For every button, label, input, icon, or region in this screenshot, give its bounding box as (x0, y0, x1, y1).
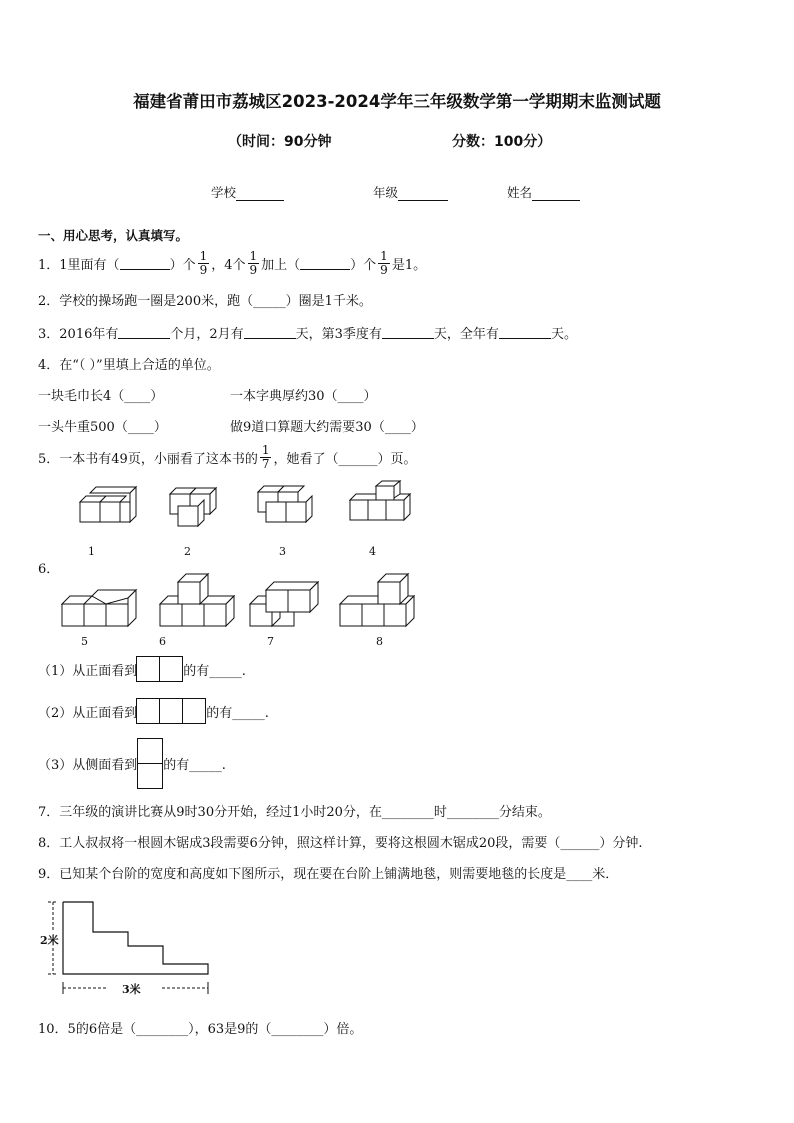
q6-3-text-a: （3）从侧面看到 (38, 758, 138, 773)
fraction: $\frac{1}{7}$ (261, 443, 270, 471)
q1-text-c: ，4个 (211, 258, 246, 273)
cube-figures (40, 478, 440, 658)
q6-2-text-a: （2）从正面看到 (38, 705, 138, 721)
cube-figure-1 (80, 487, 136, 522)
q1-text-d: 加上（ (261, 258, 301, 273)
two-square-view (137, 656, 183, 682)
cube-figure-8 (340, 574, 414, 626)
score-label: 分数：100分） (452, 134, 552, 150)
fig-label-4: 4 (369, 545, 376, 558)
stairs-diagram (36, 894, 226, 1004)
fig-label-1: 1 (88, 545, 95, 558)
school-label: 学校 (211, 185, 237, 200)
question-6-2 (38, 698, 269, 724)
question-8: 8．工人叔叔将一根圆木锯成3段需要6分钟，照这样计算，要将这根圆木锯成20段，需要（______）分钟. (38, 836, 643, 851)
cube-figure-7 (250, 582, 318, 626)
q3-text-b: 个月，2月有 (170, 327, 244, 342)
question-3 (38, 323, 577, 342)
fig-label-2: 2 (184, 545, 191, 558)
fraction: $\frac{1}{9}$ (249, 249, 258, 277)
question-9: 9．已知某个台阶的宽度和高度如下图所示，现在要在台阶上铺满地毯，则需要地毯的长度是____米． (38, 867, 619, 882)
school-field[interactable] (211, 183, 284, 201)
q6-3-text-b: 的有_____. (163, 758, 226, 773)
question-5 (38, 444, 416, 471)
question-7: 7．三年级的演讲比赛从9时30分开始，经过1小时20分，在________时________分结束。 (38, 805, 551, 820)
fig-label-7: 7 (267, 635, 274, 648)
question-2: 2．学校的操场跑一圈是200米，跑（_____）圈是1千米。 (38, 294, 372, 309)
fig-label-5: 5 (81, 635, 88, 648)
q3-blank-2[interactable] (244, 326, 296, 339)
fraction: $\frac{1}{9}$ (199, 249, 208, 277)
question-6-3 (38, 738, 226, 789)
q5-text-a: 5．一本书有49页，小丽看了这本书的 (38, 452, 258, 467)
q1-num: 1． (38, 258, 60, 273)
width-label: 3米 (122, 983, 141, 996)
fig-label-8: 8 (376, 635, 383, 648)
q1-text-a: 1里面有（ (59, 258, 120, 273)
name-label: 姓名 (507, 185, 533, 200)
q3-text-d: 天，全年有 (433, 327, 499, 342)
q6-2-text-b: 的有_____. (206, 705, 269, 721)
question-6-1 (38, 656, 246, 682)
three-square-view (137, 698, 206, 724)
q1-blank-2[interactable] (300, 257, 350, 270)
question-1 (38, 250, 426, 277)
cube-figure-2 (170, 488, 216, 526)
name-field[interactable] (507, 183, 580, 201)
fraction: $\frac{1}{9}$ (380, 249, 388, 277)
q1-text-e: ）个 (350, 258, 377, 273)
fig-label-6: 6 (159, 635, 166, 648)
page-title: 福建省莆田市荔城区2023-2024学年三年级数学第一学期期末监测试题 (133, 92, 661, 111)
q3-text-c: 天，第3季度有 (295, 327, 382, 342)
question-4b: 一本字典厚约30（____） (230, 389, 377, 404)
q6-1-text-b: 的有_____. (183, 663, 246, 679)
cube-figure-5 (62, 590, 136, 626)
question-4d: 做9道口算题大约需要30（____） (230, 420, 424, 435)
question-4a: 一块毛巾长4（____） (38, 389, 164, 404)
q3-blank-4[interactable] (499, 326, 551, 339)
question-4c: 一头牛重500（____） (38, 420, 167, 435)
fig-label-3: 3 (279, 545, 286, 558)
grade-label: 年级 (373, 185, 399, 200)
stacked-square-view (137, 738, 163, 789)
grade-field[interactable] (373, 183, 448, 201)
cube-figure-6 (160, 574, 234, 626)
question-10: 10．5的6倍是（________），63是9的（________）倍。 (38, 1022, 363, 1037)
q3-blank-3[interactable] (382, 326, 434, 339)
question-6: 6． (38, 562, 60, 577)
cube-figure-3 (258, 486, 312, 522)
q6-1-text-a: （1）从正面看到 (38, 663, 138, 679)
q3-blank-1[interactable] (118, 326, 170, 339)
q1-text-f: 是1。 (391, 258, 427, 273)
time-label: （时间：90分钟 (228, 134, 332, 150)
section-heading: 一、用心思考，认真填写。 (38, 228, 189, 243)
q5-text-b: ，她看了（______）页。 (273, 452, 417, 467)
q3-text-e: 天。 (550, 327, 577, 342)
q1-text-b: ）个 (169, 258, 196, 273)
cube-figure-4 (350, 481, 410, 520)
question-4: 4．在“（ ）”里填上合适的单位。 (38, 358, 220, 373)
q1-blank-1[interactable] (120, 257, 170, 270)
height-label: 2米 (40, 934, 59, 947)
q3-text-a: 3．2016年有 (38, 327, 119, 342)
